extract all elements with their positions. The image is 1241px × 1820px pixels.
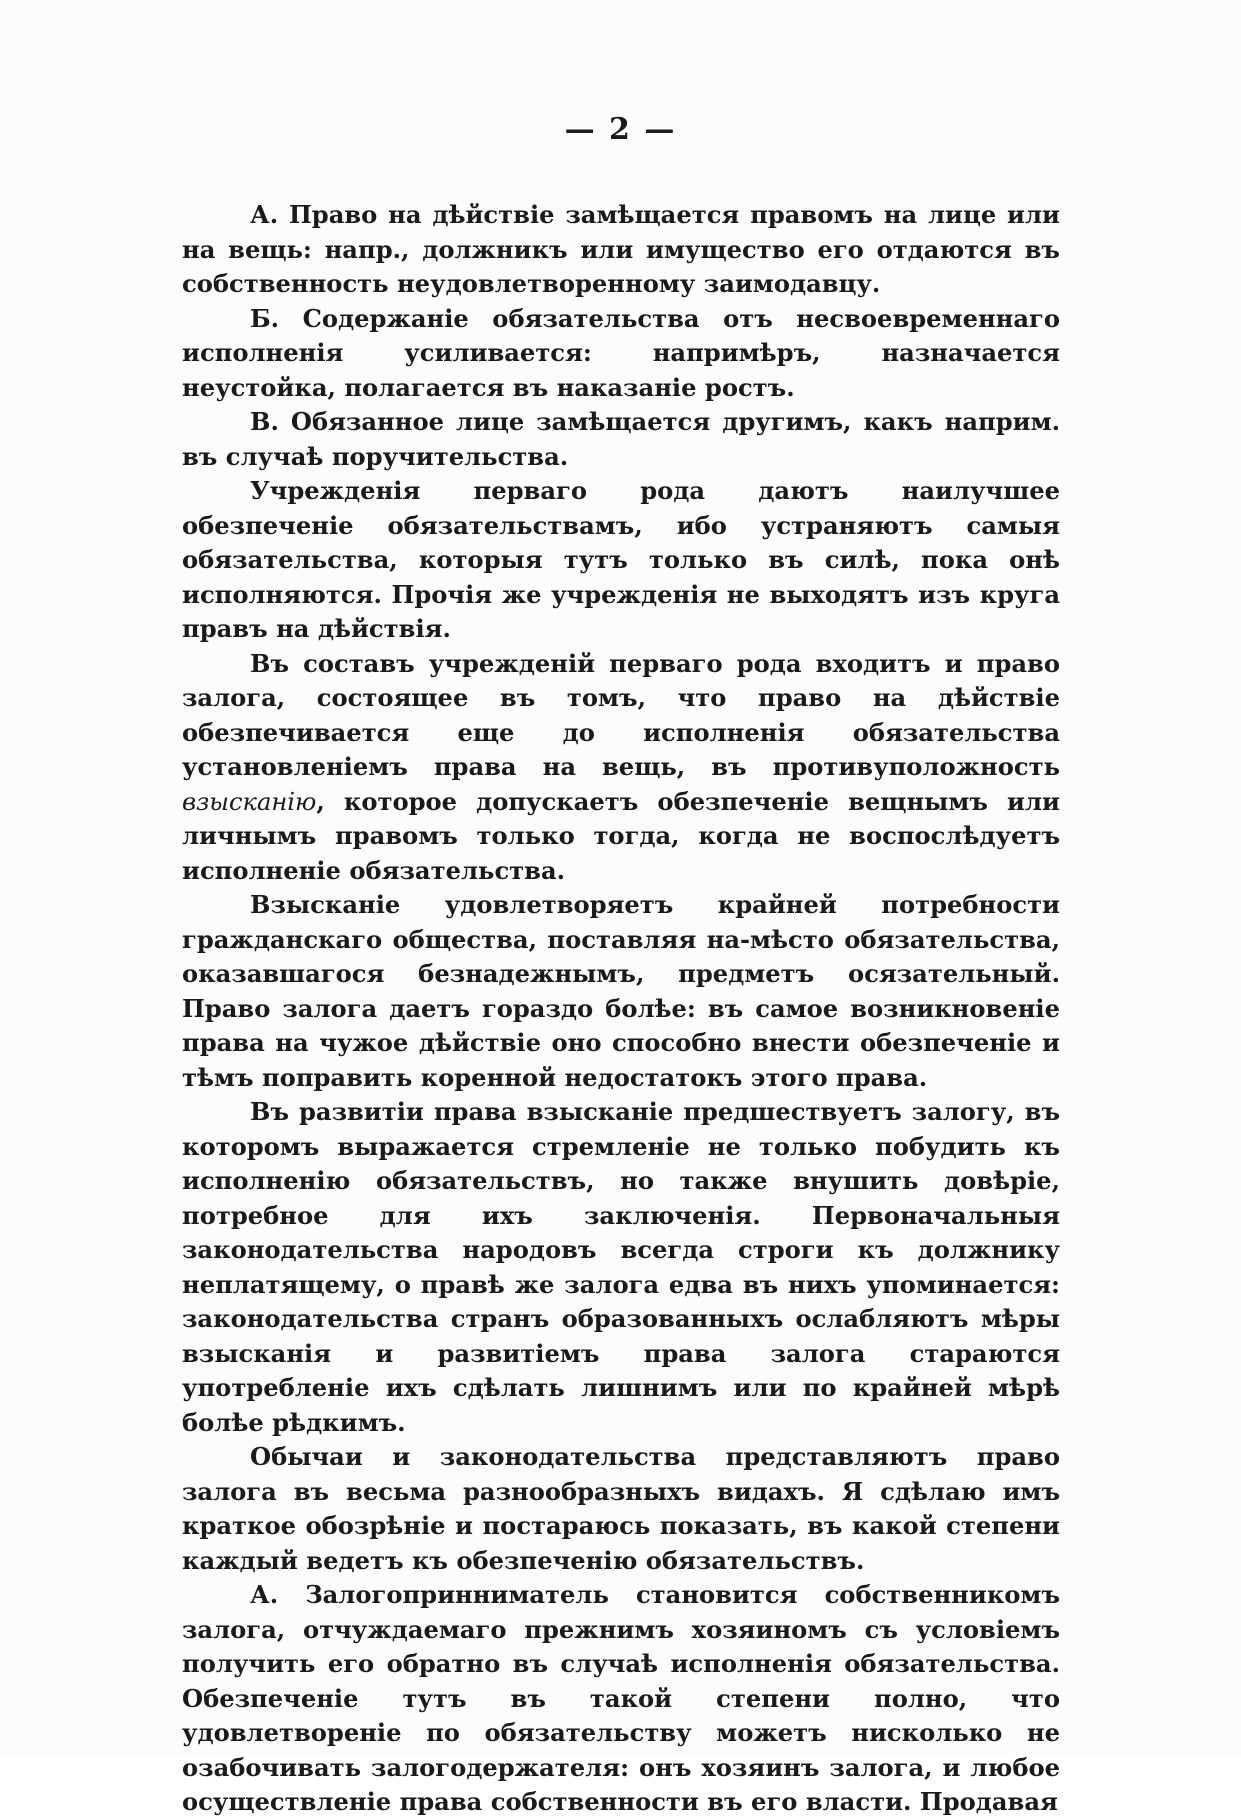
paragraph-b: Б. Содержаніе обязательства отъ несвоевременнаго исполненія усиливается: напримѣръ, назначается неустойка, полагается въ наказаніе ростъ. [182, 303, 1060, 402]
body-text [182, 198, 1060, 1820]
italic-term: взысканію [182, 787, 317, 816]
paragraph-a: А. Право на дѣйствіе замѣщается правомъ на лице или на вещь: напр., должникъ или имущество его отдаются въ собственность неудовлетворенному заимодавцу. [182, 200, 1060, 298]
paragraph-recovery: Взысканіе удовлетворяетъ крайней потребности гражданскаго общества, поставляя на-мѣсто обязательства, оказавшагося безнадежнымъ, предметъ осязательный. Право залога даетъ гораздо болѣе: въ самое возникновеніе права на чужое дѣйствіе оно способно внести обезпеченіе и тѣмъ поправить коренной недостатокъ этого права. [182, 890, 1060, 1092]
paragraph-a-pledgee: А. Залогопринниматель становится собственникомъ залога, отчуждаемаго прежнимъ хозяиномъ съ условіемъ получить его обратно въ случаѣ исполненія обязательства. Обезпеченіе тутъ въ такой степени полно, что удовлетвореніе по обязательству можетъ нисколько не озабочивать залогодержателя: онъ хозяинъ залога, и любое осуществленіе права собственности въ его власти. Продавая [182, 1580, 1060, 1816]
paragraph-pledge-right-before: Въ составъ учрежденій перваго рода входитъ и право залога, состоящее въ томъ, что право на дѣйствіе обезпечивается еще до исполненія обязательства установленіемъ права на вещь, въ противуположность [182, 648, 1060, 781]
paragraph-customs: Обычаи и законодательства представляютъ право залога въ весьма разнообразныхъ видахъ. Я сдѣлаю имъ краткое обозрѣніе и постараюсь показать, въ какой степени каждый ведетъ къ обезпеченію обязательствъ. [182, 1442, 1060, 1575]
paragraph-pledge-right-after: , которое допускаетъ обезпеченіе вещнымъ или личнымъ правомъ только тогда, когда не воспослѣдуетъ исполненіе обязательства. [182, 786, 1060, 885]
paragraph-pledge-right [182, 647, 1060, 889]
paragraph-development: Въ развитіи права взысканіе предшествуетъ залогу, въ которомъ выражается стремленіе не только побудить къ исполненію обязательствъ, но также внушить довѣріе, потребное для ихъ заключенія. Первоначальныя законодательства народовъ всегда строги къ должнику неплатящему, о правѣ же залога едва въ нихъ упоминается: законодательства странъ образованныхъ ослабляютъ мѣры взысканія и развитіемъ права залога стараются употребленіе ихъ сдѣлать лишнимъ или по крайней мѣрѣ болѣе рѣдкимъ. [182, 1097, 1060, 1437]
paragraph-v: В. Обязанное лице замѣщается другимъ, какъ наприм. въ случаѣ поручительства. [182, 407, 1060, 471]
paragraph-first-kind: Учрежденія перваго рода даютъ наилучшее обезпеченіе обязательствамъ, ибо устраняютъ самыя обязательства, которыя тутъ только въ силѣ, пока онѣ исполняются. Прочія же учрежденія не выходятъ изъ круга правъ на дѣйствія. [182, 476, 1060, 643]
page-number: — 2 — [564, 112, 677, 147]
